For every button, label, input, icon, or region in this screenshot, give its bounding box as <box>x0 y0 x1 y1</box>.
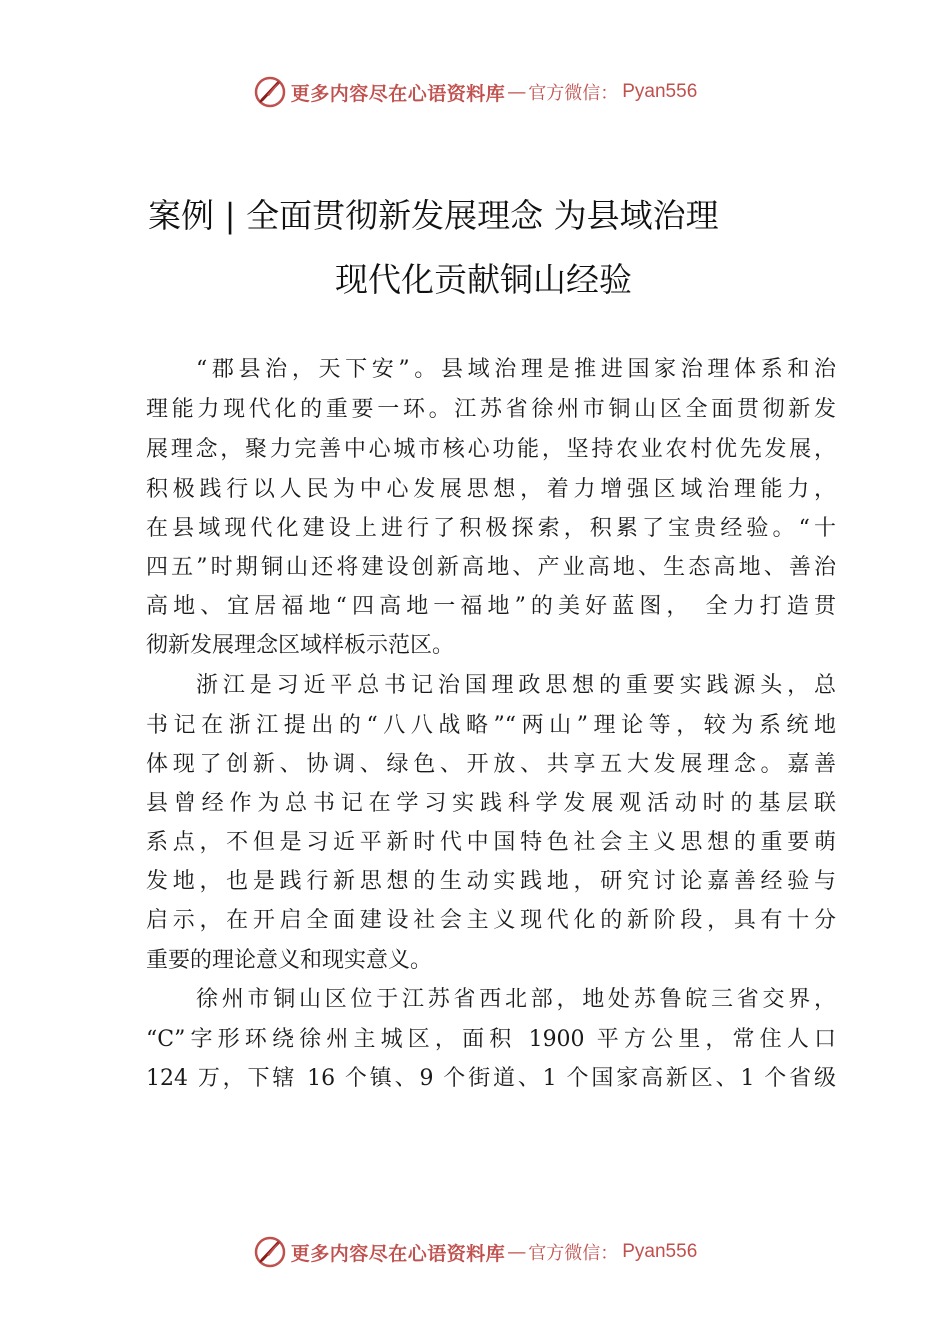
quill-pen-logo <box>253 75 287 109</box>
banner-main-text: 更多内容尽在心语资料库 <box>290 82 506 105</box>
paragraph-1-line-6: 四五”时期铜山还将建设创新高地、产业高地、生态高地、善治 <box>146 555 836 580</box>
paragraph-1-line-1: “郡县治，天下安”。县域治理是推进国家治理体系和治 <box>196 357 836 382</box>
document-title-line-1: 案例 | 全面贯彻新发展理念 为县域治理 <box>148 196 719 235</box>
paragraph-1-line-4: 积极践行以人民为中心发展思想，着力增强区域治理能力， <box>146 477 836 502</box>
banner-wechat-label: 官方微信： <box>528 1243 619 1264</box>
paragraph-2-line-5: 系点，不但是习近平新时代中国特色社会主义思想的重要萌 <box>146 830 836 855</box>
paragraph-1-line-8: 彻新发展理念区域样板示范区。 <box>146 633 455 658</box>
header-banner <box>0 72 950 112</box>
banner-wechat-label: 官方微信： <box>528 83 619 104</box>
document-title-line-2: 现代化贡献铜山经验 <box>335 260 632 299</box>
banner-wechat-id: Pyan556 <box>622 81 698 102</box>
paragraph-3-line-3: 124 万，下辖 16 个镇、9 个街道、1 个国家高新区、1 个省级 <box>146 1066 836 1091</box>
paragraph-3-line-1: 徐州市铜山区位于江苏省西北部，地处苏鲁皖三省交界， <box>196 987 836 1012</box>
footer-banner <box>0 1232 950 1272</box>
paragraph-2-line-2: 书记在浙江提出的“八八战略”“两山”理论等，较为系统地 <box>146 713 836 738</box>
paragraph-2-line-6: 发地，也是践行新思想的生动实践地，研究讨论嘉善经验与 <box>146 869 836 894</box>
banner-main-text: 更多内容尽在心语资料库 <box>290 1242 506 1265</box>
paragraph-2-line-4: 县曾经作为总书记在学习实践科学发展观活动时的基层联 <box>146 791 836 816</box>
banner-wechat-id: Pyan556 <box>622 1241 698 1262</box>
banner-dash: — <box>507 1241 527 1263</box>
paragraph-1-line-7: 高地、宜居福地“四高地一福地”的美好蓝图， 全力打造贯 <box>146 594 836 619</box>
paragraph-2-line-8: 重要的理论意义和现实意义。 <box>146 948 433 973</box>
paragraph-1-line-2: 理能力现代化的重要一环。江苏省徐州市铜山区全面贯彻新发 <box>146 397 836 422</box>
quill-pen-logo <box>253 1235 287 1269</box>
paragraph-1-line-5: 在县域现代化建设上进行了积极探索，积累了宝贵经验。“十 <box>146 516 836 541</box>
paragraph-2-line-1: 浙江是习近平总书记治国理政思想的重要实践源头，总 <box>196 673 836 698</box>
banner-dash: — <box>507 81 527 103</box>
paragraph-1-line-3: 展理念，聚力完善中心城市核心功能，坚持农业农村优先发展， <box>146 437 836 462</box>
paragraph-2-line-3: 体现了创新、协调、绿色、开放、共享五大发展理念。嘉善 <box>146 752 836 777</box>
paragraph-2-line-7: 启示，在开启全面建设社会主义现代化的新阶段，具有十分 <box>146 908 836 933</box>
paragraph-3-line-2: “C”字形环绕徐州主城区，面积 1900 平方公里，常住人口 <box>146 1027 836 1052</box>
